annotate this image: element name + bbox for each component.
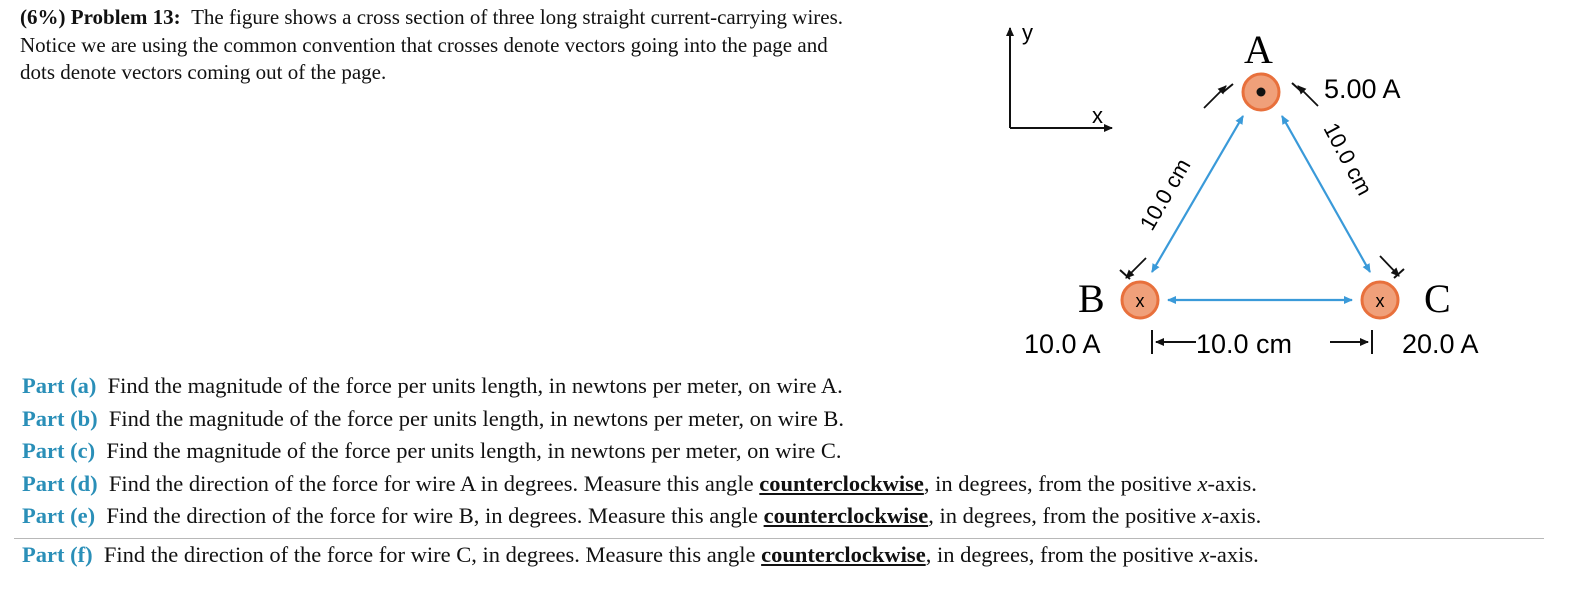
dim-ab-arrow-bottom — [1126, 258, 1146, 278]
wire-b-name: B — [1078, 276, 1105, 321]
wire-a — [1243, 27, 1401, 110]
problem-text-3: dots denote vectors coming out of the page. — [20, 60, 387, 84]
dimension-ac — [1292, 83, 1404, 278]
wire-c-cross-icon: x — [1375, 291, 1385, 311]
problem-label: Problem 13: — [70, 5, 181, 29]
problem-line-1 — [20, 4, 980, 32]
part-e-var: x — [1201, 503, 1212, 528]
part-a-text: Find the magnitude of the force per units length, in newtons per meter, on wire A. — [107, 373, 843, 398]
coordinate-axes — [1010, 20, 1112, 128]
dim-bc-label: 10.0 cm — [1196, 329, 1293, 359]
part-e-text: Find the direction of the force for wire B, in degrees. Measure this angle — [106, 503, 758, 528]
wire-a-name: A — [1244, 27, 1273, 72]
wire-c-current: 20.0 A — [1402, 329, 1479, 359]
dimension-ab — [1120, 84, 1233, 279]
part-b — [22, 403, 1562, 436]
wire-b-current: 10.0 A — [1024, 329, 1101, 359]
part-d-label: Part (d) — [22, 470, 98, 496]
problem-text-2: Notice we are using the common convention that crosses denote vectors going into the page and — [20, 32, 828, 57]
x-axis-label: x — [1092, 103, 1103, 128]
part-e — [22, 500, 1562, 533]
wire-b-cross-icon: x — [1135, 291, 1145, 311]
part-d-end: -axis. — [1207, 470, 1257, 496]
part-e-emphasis: counterclockwise — [763, 503, 929, 528]
part-f — [22, 539, 1259, 571]
dim-ac-arrow-top — [1298, 86, 1318, 106]
wire-a-dot-icon — [1257, 88, 1266, 97]
part-f-text: Find the direction of the force for wire C, in degrees. Measure this angle — [103, 542, 756, 567]
part-c-text: Find the magnitude of the force per units length, in newtons per meter, on wire C. — [106, 438, 842, 463]
problem-percent: (6%) — [20, 5, 66, 29]
dimension-bc — [1152, 329, 1372, 359]
part-f-post: , in degrees, from the positive — [925, 542, 1194, 567]
part-f-label: Part (f) — [22, 542, 93, 567]
dim-ac-label: 10.0 cm — [1318, 118, 1378, 200]
part-c-label: Part (c) — [22, 438, 96, 463]
part-d-text: Find the direction of the force for wire A in degrees. Measure this angle — [108, 470, 754, 496]
part-e-post: , in degrees, from the positive — [928, 503, 1197, 528]
part-e-label: Part (e) — [22, 503, 96, 528]
part-c — [22, 435, 1562, 468]
part-a-label: Part (a) — [22, 373, 97, 398]
part-d-emphasis: counterclockwise — [759, 470, 924, 496]
part-f-var: x — [1199, 542, 1210, 567]
part-e-end: -axis. — [1211, 503, 1262, 528]
part-b-text: Find the magnitude of the force per units length, in newtons per meter, on wire B. — [108, 405, 845, 431]
part-f-emphasis: counterclockwise — [761, 542, 926, 567]
dim-ac-arrow-bottom — [1380, 256, 1399, 276]
y-axis-label: y — [1022, 20, 1033, 45]
part-d-post: , in degrees, from the positive — [923, 470, 1192, 496]
figure-svg — [1000, 20, 1520, 360]
part-a — [22, 370, 1562, 403]
part-d — [22, 468, 1562, 501]
part-f-end: -axis. — [1209, 542, 1259, 567]
wire-triangle-figure — [1000, 20, 1520, 360]
wire-a-current: 5.00 A — [1324, 74, 1401, 104]
part-b-label: Part (b) — [22, 405, 98, 431]
dim-ab-arrow-top — [1204, 86, 1226, 108]
problem-text-1: The figure shows a cross section of three long straight current-carrying wires. — [191, 5, 844, 29]
wire-c — [1362, 276, 1479, 359]
part-d-var: x — [1197, 470, 1208, 496]
dim-ab-label: 10.0 cm — [1134, 154, 1196, 235]
wire-b — [1024, 276, 1158, 359]
wire-c-name: C — [1424, 276, 1451, 321]
problem-statement — [20, 4, 980, 87]
problem-parts — [22, 370, 1562, 533]
